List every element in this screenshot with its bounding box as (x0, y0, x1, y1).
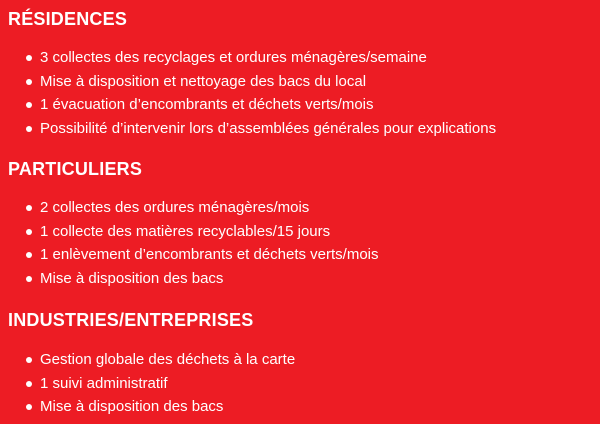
industries-list (24, 348, 295, 419)
bullet-icon (26, 276, 32, 282)
bullet-icon (26, 102, 32, 108)
residences-list (24, 46, 496, 141)
list-item (24, 372, 295, 396)
list-item (24, 220, 379, 244)
list-item-text: 1 suivi administratif (40, 374, 168, 392)
section-title-industries: INDUSTRIES/ENTREPRISES (8, 310, 254, 330)
list-item (24, 348, 295, 372)
bullet-icon (26, 229, 32, 235)
list-item-text: Gestion globale des déchets à la carte (40, 351, 296, 368)
list-item-text: 2 collectes des ordures ménagères/mois (40, 199, 310, 216)
list-item-text: 3 collectes des recyclages et ordures ménagères/semaine (40, 49, 427, 66)
bullet-icon (26, 252, 32, 258)
list-item (24, 243, 379, 267)
particuliers-list (24, 196, 379, 291)
bullet-icon (26, 79, 32, 85)
list-item (24, 46, 496, 70)
list-item-text: Mise à disposition des bacs (40, 398, 224, 416)
list-item-text: 1 enlèvement d’encombrants et déchets verts/mois (40, 246, 379, 264)
list-item (24, 395, 295, 419)
list-item-text: 1 évacuation d’encombrants et déchets verts/mois (40, 96, 374, 114)
list-item (24, 93, 496, 117)
bullet-icon (26, 55, 32, 61)
bullet-icon (26, 404, 32, 410)
section-particuliers (8, 158, 592, 288)
list-item-text: 1 collecte des matières recyclables/15 jours (40, 222, 331, 240)
list-item (24, 196, 379, 220)
bullet-icon (26, 357, 32, 363)
list-item (24, 267, 379, 291)
section-title-residences: RÉSIDENCES (8, 9, 128, 29)
bullet-icon (26, 381, 32, 387)
bullet-icon (26, 205, 32, 211)
list-item (24, 70, 496, 94)
bullet-icon (26, 126, 32, 132)
section-residences (8, 8, 592, 138)
list-item-text: Mise à disposition et nettoyage des bacs du local (40, 72, 367, 90)
list-item-text: Possibilité d’intervenir lors d’assemblées générales pour explications (40, 120, 497, 138)
section-industries-entreprises (8, 309, 592, 416)
list-item-text: Mise à disposition des bacs (40, 270, 224, 288)
list-item (24, 117, 496, 141)
section-title-particuliers: PARTICULIERS (8, 159, 143, 179)
